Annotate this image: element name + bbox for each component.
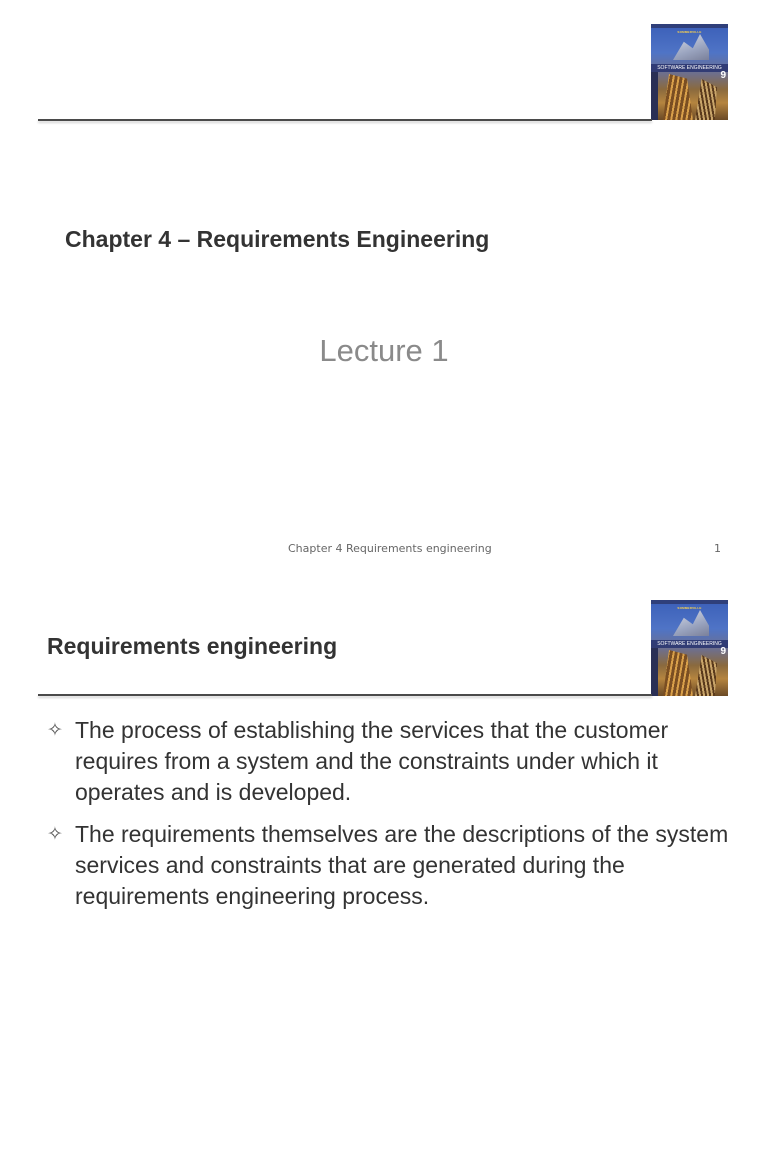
bullet-text: The requirements themselves are the descriptions of the system services and constraints that are generated during the requirements engineering process. [75, 821, 729, 909]
cover-title: SOFTWARE ENGINEERING [657, 641, 722, 647]
slide-title: Chapter 4 – Requirements Engineering [65, 226, 490, 252]
star-bullet-icon: ✧ [47, 823, 63, 845]
cover-sculpture-left [663, 74, 693, 120]
slide-2 [0, 576, 768, 1152]
page-number: 1 [714, 542, 721, 555]
bullet-item [47, 715, 737, 808]
cover-edition: 9 [720, 646, 726, 657]
cover-sculpture-right [695, 655, 717, 696]
bullet-text: The process of establishing the services that the customer requires from a system and the constraints under which it operates and is developed. [75, 717, 669, 805]
cover-top-band [651, 600, 728, 604]
cover-side-band [651, 648, 658, 696]
slide-subtitle: Lecture 1 [319, 333, 449, 368]
book-cover-image [651, 600, 728, 696]
header-divider [38, 119, 652, 121]
cover-title: SOFTWARE ENGINEERING [657, 65, 722, 71]
cover-sculpture-left [663, 650, 693, 696]
slide-title: Requirements engineering [47, 633, 338, 659]
cover-author: SOMMERVILLE [677, 606, 702, 610]
cover-sculpture-right [695, 79, 717, 120]
bullet-list [47, 715, 737, 923]
cover-top-band [651, 24, 728, 28]
cover-building-shape [673, 610, 709, 636]
star-bullet-icon: ✧ [47, 719, 63, 741]
cover-author: SOMMERVILLE [677, 30, 702, 34]
slide-footer: Chapter 4 Requirements engineering [288, 542, 492, 555]
cover-building-shape [673, 34, 709, 60]
bullet-item [47, 819, 737, 912]
header-divider [38, 694, 652, 696]
book-cover-image [651, 24, 728, 120]
cover-side-band [651, 72, 658, 120]
cover-edition: 9 [720, 70, 726, 81]
